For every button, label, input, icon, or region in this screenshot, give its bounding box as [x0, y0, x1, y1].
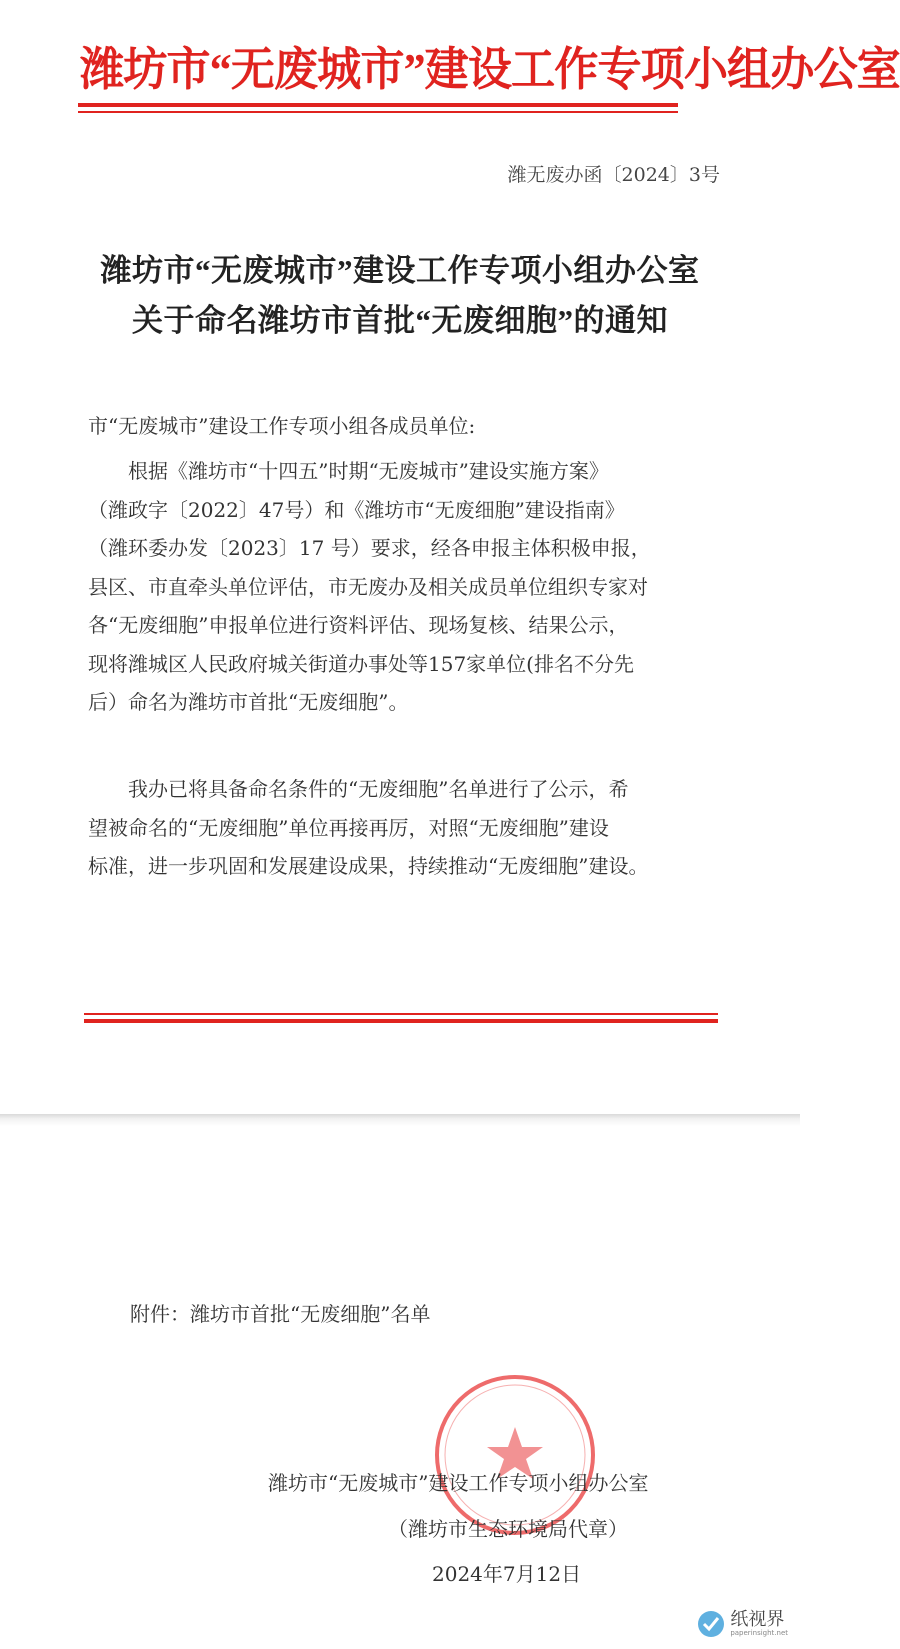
signature-org: 潍坊市“无废城市”建设工作专项小组办公室: [268, 1471, 649, 1495]
paragraph-line: 望被命名的“无废细胞”单位再接再厉，对照“无废细胞”建设: [88, 815, 609, 840]
header-rule-thin: [78, 111, 678, 113]
header-rule-thick: [78, 103, 678, 107]
paragraph-line: 根据《潍坊市“十四五”时期“无废城市”建设实施方案》: [128, 459, 609, 483]
paragraph-line: 各“无废细胞”申报单位进行资料评估、现场复核、结果公示，: [88, 613, 629, 637]
paragraph-line: 现将潍城区人民政府城关街道办事处等157家单位(排名不分先: [88, 651, 634, 676]
footer-rule-thin: [84, 1013, 718, 1015]
body-paragraph-1: [88, 452, 728, 722]
watermark-site: paperinsight.net: [730, 1629, 788, 1637]
signature-proxy: （潍坊市生态环境局代章）: [388, 1517, 628, 1541]
notice-title-line-2: 关于命名潍坊市首批“无废细胞”的通知: [132, 303, 668, 338]
watermark-brand: 纸视界: [730, 1609, 785, 1630]
paragraph-line: 后）命名为潍坊市首批“无废细胞”。: [88, 690, 409, 714]
paragraph-line: 我办已将具备命名条件的“无废细胞”名单进行了公示，希: [128, 777, 629, 801]
footer-rule-thick: [84, 1019, 718, 1023]
attachment-note: 附件：潍坊市首批“无废细胞”名单: [130, 1302, 431, 1326]
document-page-2: [0, 1126, 800, 1649]
paragraph-line: 县区、市直牵头单位评估，市无废办及相关成员单位组织专家对: [88, 574, 648, 599]
issuing-org-header: 潍坊市“无废城市”建设工作专项小组办公室: [80, 44, 900, 95]
document-number: 潍无废办函〔2024〕3号: [507, 164, 720, 186]
signature-date: 2024年7月12日: [432, 1562, 582, 1586]
salutation: 市“无废城市”建设工作专项小组各成员单位:: [88, 414, 476, 438]
paragraph-line: （潍政字〔2022〕47号）和《潍坊市“无废细胞”建设指南》: [88, 497, 625, 522]
body-paragraph-2: [88, 770, 728, 886]
page-separator: [0, 1114, 800, 1126]
site-watermark: [696, 1609, 788, 1639]
paragraph-line: （潍环委办发〔2023〕17 号）要求，经各申报主体积极申报，: [88, 536, 651, 560]
paragraph-line: 标准，进一步巩固和发展建设成果，持续推动“无废细胞”建设。: [88, 854, 649, 878]
brand-logo-icon: [696, 1609, 726, 1639]
notice-title-line-1: 潍坊市“无废城市”建设工作专项小组办公室: [100, 253, 700, 288]
